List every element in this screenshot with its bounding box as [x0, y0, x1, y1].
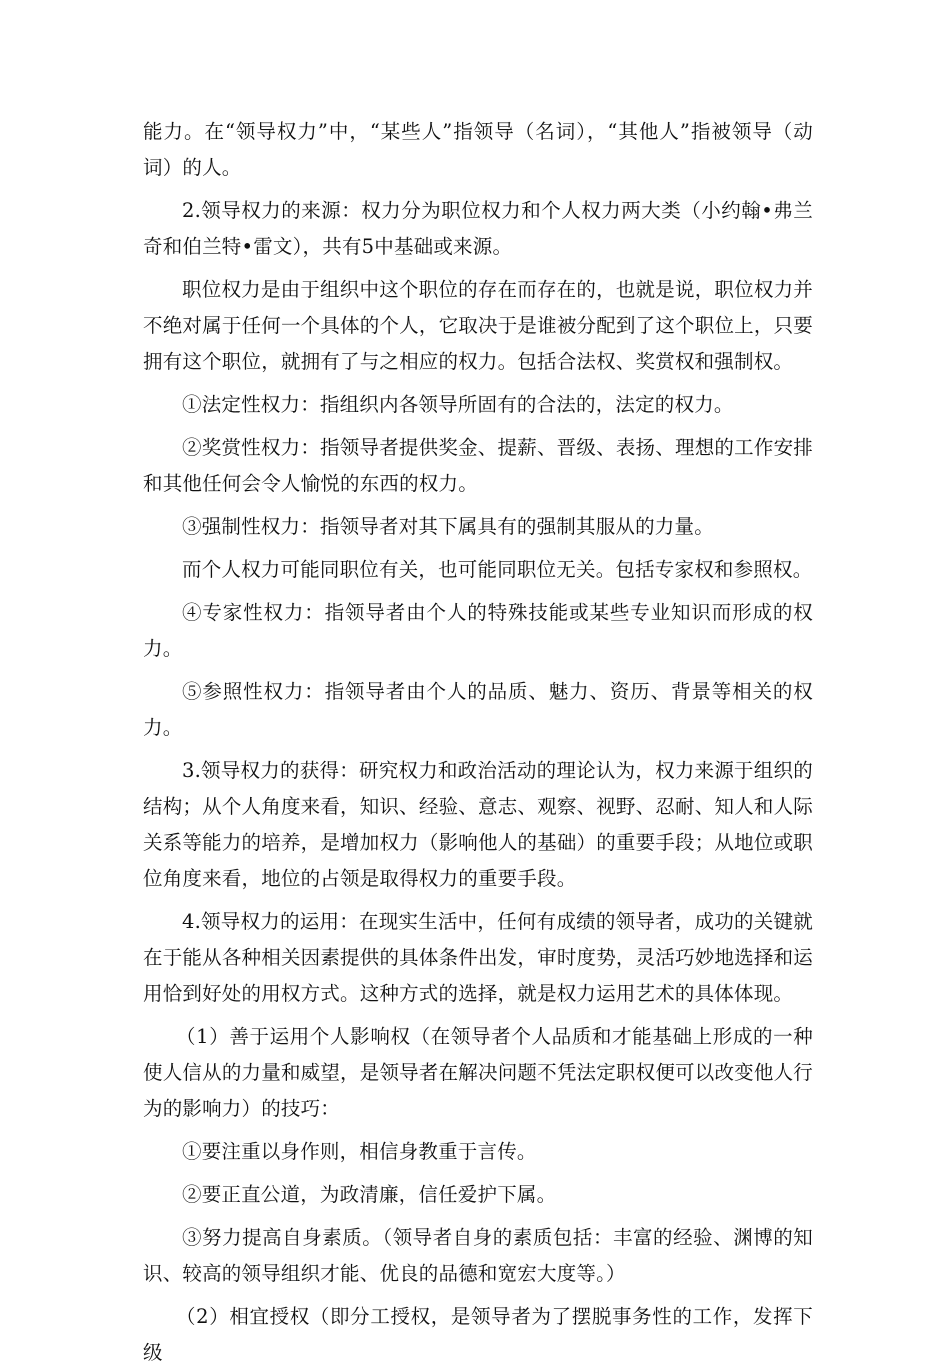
paragraph-power-acquisition: 3.领导权力的获得：研究权力和政治活动的理论认为，权力来源于组织的结构；从个人角度来看，知识、经验、意志、观察、视野、忍耐、知人和人际关系等能力的培养，是增加权力（影响他人的基础）的重要手段；从地位或职位角度来看，地位的占领是取得权力的重要手段。 — [143, 759, 813, 890]
paragraph-position-power: 职位权力是由于组织中这个职位的存在而存在的，也就是说，职位权力并不绝对属于任何一个具体的个人，它取决于是谁被分配到了这个职位上，只要拥有这个职位，就拥有了与之相应的权力。包括合法权、奖赏权和强制权。 — [143, 278, 813, 373]
paragraph-coercive-power: ③强制性权力：指领导者对其下属具有的强制其服从的力量。 — [182, 515, 714, 538]
paragraph-power-use: 4.领导权力的运用：在现实生活中，任何有成绩的领导者，成功的关键就在于能从各种相关因素提供的具体条件出发，审时度势，灵活巧妙地选择和运用恰到好处的用权方式。这种方式的选择，就是权力运用艺术的具体体现。 — [143, 910, 813, 1005]
document-body — [143, 114, 813, 1371]
paragraph-self-improvement: ③努力提高自身素质。（领导者自身的素质包括：丰富的经验、渊博的知识、较高的领导组织才能、优良的品德和宽宏大度等。） — [143, 1226, 813, 1285]
paragraph-personal-influence: （1）善于运用个人影响权（在领导者个人品质和才能基础上形成的一种使人信从的力量和威望，是领导者在解决问题不凭法定职权便可以改变他人行为的影响力）的技巧： — [143, 1025, 813, 1120]
paragraph-reward-power: ②奖赏性权力：指领导者提供奖金、提薪、晋级、表扬、理想的工作安排和其他任何会令人愉悦的东西的权力。 — [143, 436, 813, 495]
paragraph-legal-power: ①法定性权力：指组织内各领导所固有的合法的，法定的权力。 — [182, 393, 734, 416]
paragraph-personal-power: 而个人权力可能同职位有关，也可能同职位无关。包括专家权和参照权。 — [182, 558, 813, 581]
paragraph-expert-power: ④专家性权力：指领导者由个人的特殊技能或某些专业知识而形成的权力。 — [143, 601, 813, 660]
paragraph-lead-by-example: ①要注重以身作则，相信身教重于言传。 — [182, 1140, 537, 1163]
paragraph-integrity: ②要正直公道，为政清廉，信任爱护下属。 — [182, 1183, 557, 1206]
paragraph-referent-power: ⑤参照性权力：指领导者由个人的品质、魅力、资历、背景等相关的权力。 — [143, 680, 813, 739]
paragraph-continuation: 能力。在“领导权力”中，“某些人”指领导（名词），“其他人”指被领导（动词）的人。 — [143, 120, 813, 179]
paragraph-delegation: （2）相宜授权（即分工授权，是领导者为了摆脱事务性的工作，发挥下级 — [143, 1305, 813, 1364]
paragraph-power-source: 2.领导权力的来源：权力分为职位权力和个人权力两大类（小约翰•弗兰奇和伯兰特•雷文），共有5中基础或来源。 — [143, 199, 813, 258]
